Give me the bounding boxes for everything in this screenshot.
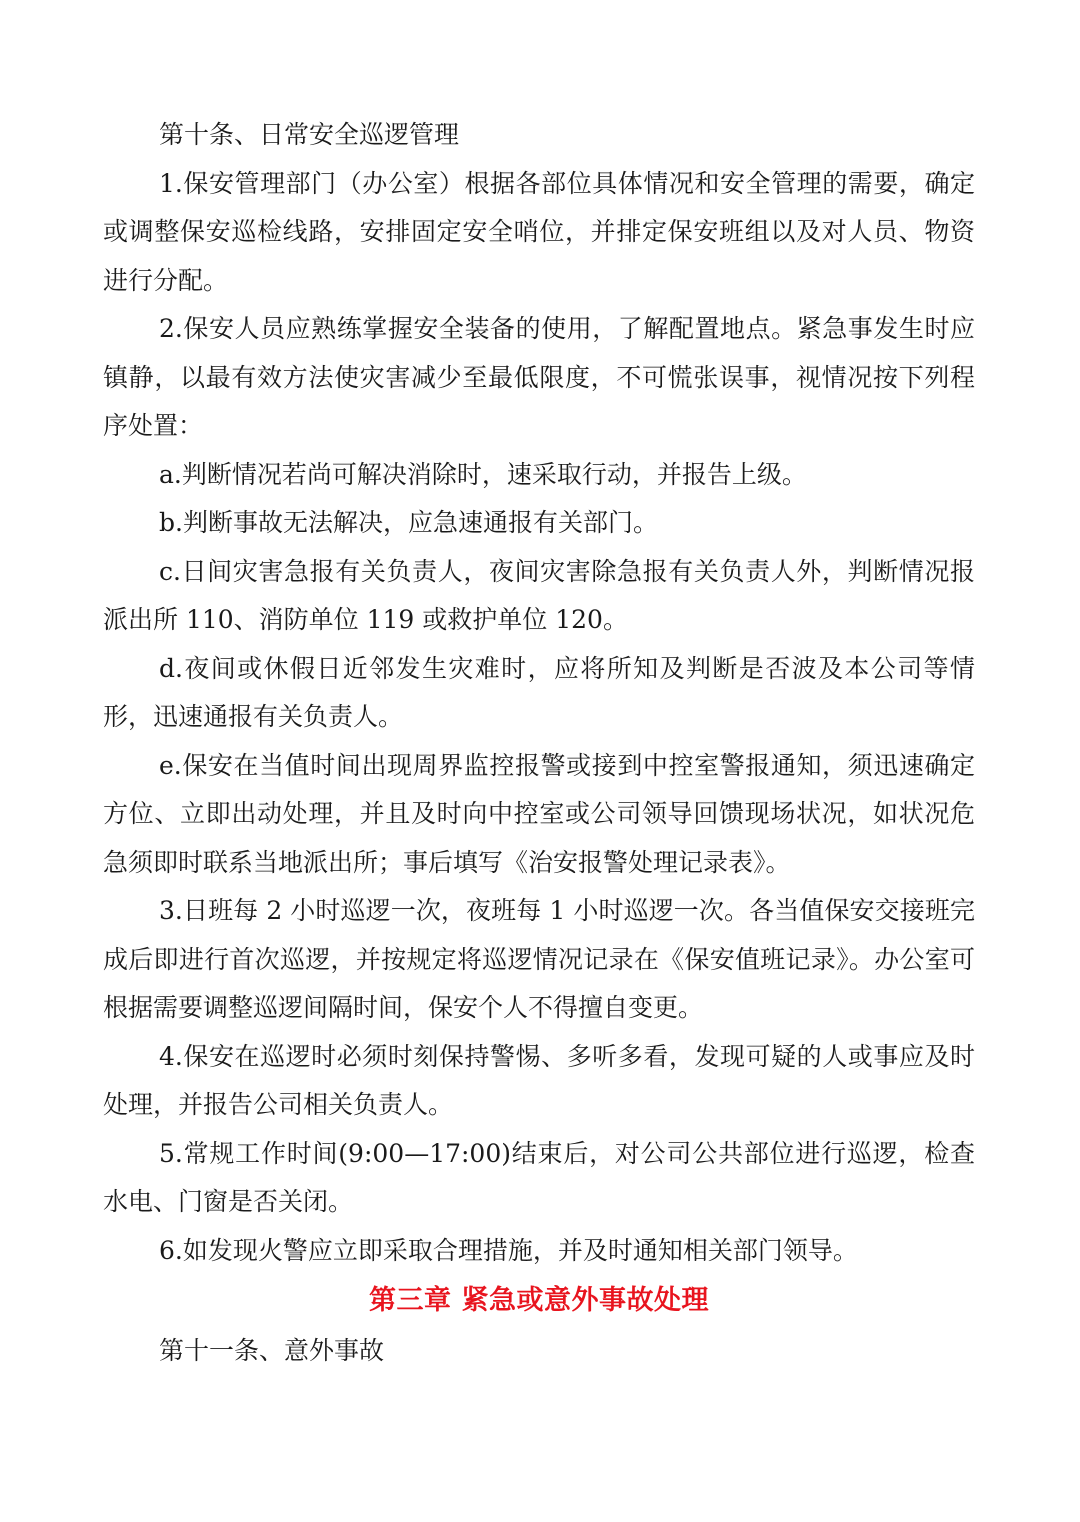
article-10-item-2b: b.判断事故无法解决，应急速通报有关部门。 bbox=[159, 508, 658, 537]
article-10-item-1: 1.保安管理部门（办公室）根据各部位具体情况和安全管理的需要，确定或调整保安巡检线路，安排固定安全哨位，并排定保安班组以及对人员、物资进行分配。 bbox=[103, 168, 975, 295]
article-11-title: 第十一条、意外事故 bbox=[159, 1336, 385, 1365]
article-10-item-4: 4.保安在巡逻时必须时刻保持警惕、多听多看，发现可疑的人或事应及时处理，并报告公司相关负责人。 bbox=[103, 1041, 975, 1119]
article-10-item-6: 6.如发现火警应立即采取合理措施，并及时通知相关部门领导。 bbox=[159, 1235, 858, 1265]
article-10-title: 第十条、日常安全巡逻管理 bbox=[159, 120, 460, 149]
article-10-item-2d: d.夜间或休假日近邻发生灾难时，应将所知及判断是否波及本公司等情形，迅速通报有关负责人。 bbox=[103, 653, 975, 731]
article-10-item-2e: e.保安在当值时间出现周界监控报警或接到中控室警报通知，须迅速确定方位、立即出动处理，并且及时向中控室或公司领导回馈现场状况，如状况危急须即时联系当地派出所；事后填写《治安报警处理记录表》。 bbox=[103, 750, 975, 877]
article-10-item-2c: c.日间灾害急报有关负责人，夜间灾害除急报有关负责人外，判断情况报派出所 110、消防单位 119 或救护单位 120。 bbox=[103, 556, 975, 634]
article-10-item-2a: a.判断情况若尚可解决消除时，速采取行动，并报告上级。 bbox=[159, 459, 807, 489]
article-10-item-2: 2.保安人员应熟练掌握安全装备的使用，了解配置地点。紧急事发生时应镇静，以最有效方法使灾害减少至最低限度，不可慌张误事，视情况按下列程序处置： bbox=[103, 314, 975, 440]
article-10-item-3: 3.日班每 2 小时巡逻一次，夜班每 1 小时巡逻一次。各当值保安交接班完成后即进行首次巡逻，并按规定将巡逻情况记录在《保安值班记录》。办公室可根据需要调整巡逻间隔时间，保安个人不得擅自变更。 bbox=[103, 896, 975, 1022]
document-page bbox=[103, 111, 975, 1376]
chapter-3-heading: 第三章 紧急或意外事故处理 bbox=[369, 1285, 709, 1316]
article-10-item-5: 5.常规工作时间(9:00—17:00)结束后，对公司公共部位进行巡逻，检查水电、门窗是否关闭。 bbox=[103, 1138, 975, 1216]
